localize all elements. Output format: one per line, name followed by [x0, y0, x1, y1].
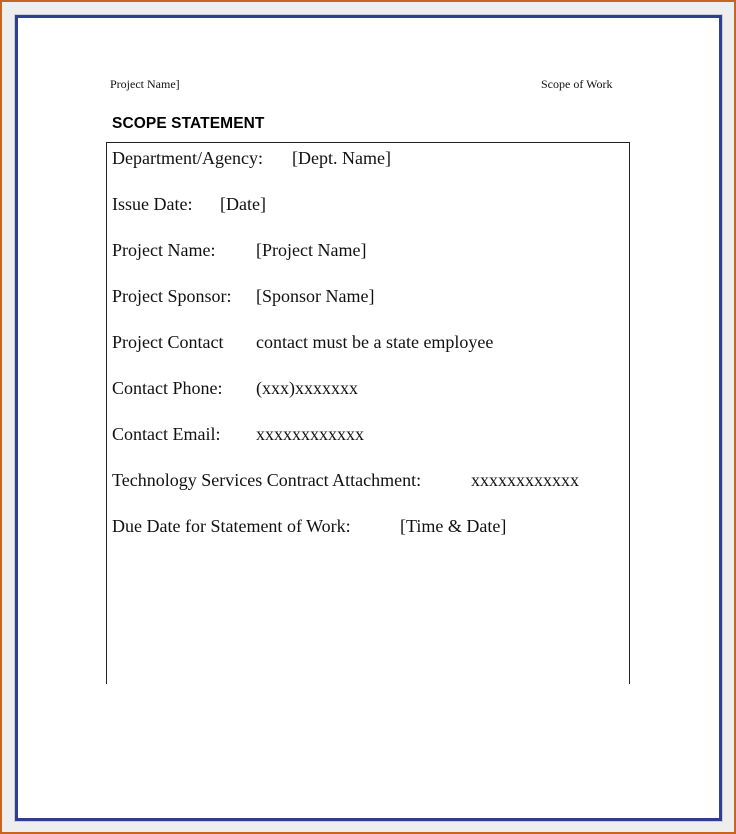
- field-value: [Sponsor Name]: [256, 286, 375, 306]
- field-contract-attachment: [112, 470, 579, 491]
- header-scope-of-work: Scope of Work: [541, 77, 613, 91]
- field-value: [Time & Date]: [400, 516, 507, 536]
- field-value: [Dept. Name]: [292, 148, 391, 168]
- field-label: Due Date for Statement of Work:: [112, 516, 351, 536]
- field-project-contact: [112, 332, 493, 353]
- field-label: Contact Email:: [112, 424, 221, 444]
- field-value: xxxxxxxxxxxx: [256, 424, 364, 444]
- field-project-sponsor: [112, 286, 374, 307]
- field-value: contact must be a state employee: [256, 332, 494, 352]
- header-project-name: Project Name]: [110, 77, 180, 91]
- scope-statement-heading: SCOPE STATEMENT: [112, 115, 265, 132]
- field-department: [112, 148, 391, 169]
- field-project-name: [112, 240, 366, 261]
- field-due-date: [112, 516, 506, 537]
- field-contact-phone: [112, 378, 358, 399]
- field-value: (xxx)xxxxxxx: [256, 378, 358, 398]
- scope-form-box: [106, 142, 630, 684]
- document-page: [15, 15, 722, 821]
- field-label: Project Contact: [112, 332, 224, 352]
- field-value: [Project Name]: [256, 240, 367, 260]
- field-value: [Date]: [220, 194, 266, 214]
- field-label: Project Sponsor:: [112, 286, 232, 306]
- field-label: Issue Date:: [112, 194, 193, 214]
- field-issue-date: [112, 194, 266, 215]
- field-label: Technology Services Contract Attachment:: [112, 470, 422, 490]
- field-label: Contact Phone:: [112, 378, 223, 398]
- field-label: Department/Agency:: [112, 148, 263, 168]
- field-label: Project Name:: [112, 240, 216, 260]
- field-value: xxxxxxxxxxxx: [471, 470, 579, 490]
- field-contact-email: [112, 424, 364, 445]
